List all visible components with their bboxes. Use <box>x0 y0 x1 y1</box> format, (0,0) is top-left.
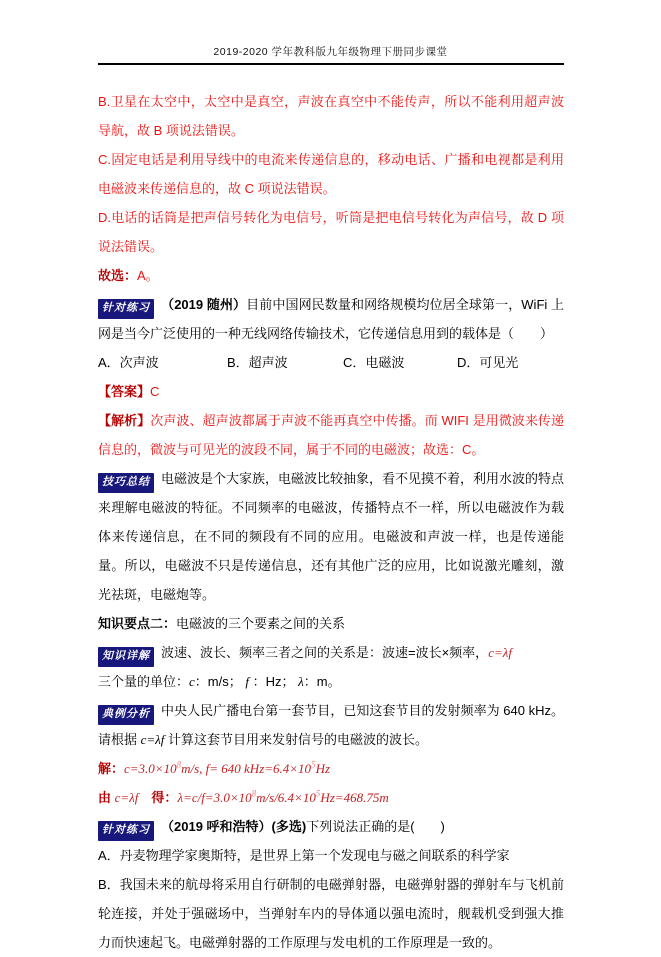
solution1-expression <box>124 761 330 776</box>
practice-badge: 针对练习 <box>98 299 154 319</box>
sol1-exponent2: 5 <box>311 759 316 770</box>
sol2-exponent2: 5 <box>315 788 321 799</box>
sol1-exponent1: 8 <box>176 759 182 770</box>
detail-badge: 知识详解 <box>98 647 154 667</box>
option-d: D．可见光 <box>457 355 519 370</box>
keypoint2-title-bold: 知识要点二： <box>98 616 177 631</box>
answer-value: C <box>150 384 160 399</box>
unit-lambda-value: ：m。 <box>303 674 341 689</box>
practice2-badge: 针对练习 <box>98 821 154 841</box>
analysis-option-b: B.卫星在太空中，太空中是真空，声波在真空中不能传声，所以不能利用超声波导航，故 B 项说法错误。 <box>98 94 564 138</box>
detail-paragraph <box>98 638 564 667</box>
sol1-part2: m/s, f= 640 kHz=6.4×10 <box>181 761 312 776</box>
practice1-answer <box>98 377 564 406</box>
conclusion-value: A。 <box>137 268 159 283</box>
answer-label: 【答案】 <box>98 384 151 399</box>
analysis-conclusion <box>98 261 564 290</box>
solution2-expression <box>177 790 388 805</box>
analysis-label: 【解析】 <box>98 413 151 428</box>
header-divider <box>98 63 564 65</box>
practice2-option-b: B．我国未来的航母将采用自行研制的电磁弹射器，电磁弹射器的弹射车与飞机前轮连接，并处于强磁场中，当弹射车内的导体通以强电流时，舰载机受到强大推力而快速起飞。电磁弹射器的工作原理与发电机的工作原理是一致的。 <box>98 877 564 950</box>
analysis-text: 次声波、超声波都属于声波不能再真空中传播。而 WIFI 是用微波来传递信息的，微波与可见光的波段不同，属于不同的电磁波；故选：C。 <box>98 413 564 457</box>
conclusion-label: 故选： <box>98 268 138 283</box>
example-badge: 典例分析 <box>98 705 154 725</box>
sol2-exponent1: 8 <box>251 788 257 799</box>
sol2-lead: 由 <box>98 790 115 805</box>
sol1-part1: c=3.0×10 <box>124 761 177 776</box>
unit-f-value: ：Hz； <box>248 674 299 689</box>
practice1-source: （2019 随州） <box>161 297 247 312</box>
unit-f-symbol: f <box>245 674 249 689</box>
sol2-mid: 得： <box>138 790 178 805</box>
example-text-after: 计算这套节目用来发射信号的电磁波的波长。 <box>164 732 429 747</box>
option-a: A．次声波 <box>98 355 159 370</box>
solution-label: 解： <box>98 761 125 776</box>
practice2-question <box>98 812 564 841</box>
example-text-before: 中央人民广播电台第一套节目，已知这套节目的发射频率为 640 kHz。请根据 <box>98 703 564 747</box>
sol2-part2: m/s/6.4×10 <box>256 790 316 805</box>
option-c: C．电磁波 <box>343 355 405 370</box>
practice2-option-a: A．丹麦物理学家奥斯特，是世界上第一个发现电与磁之间联系的科学家 <box>98 848 510 863</box>
sol2-formula: c=λf <box>114 790 139 805</box>
practice2-multi-tag: (多选) <box>271 819 307 834</box>
wave-speed-formula: c=λf <box>488 645 512 660</box>
page-header-title: 2019-2020 学年教科版九年级物理下册同步课堂 <box>213 46 448 58</box>
example-formula: c=λf <box>140 732 165 747</box>
example-paragraph <box>98 696 564 754</box>
practice1-options <box>98 348 564 377</box>
unit-c-symbol: c <box>189 674 195 689</box>
document-content <box>98 87 564 957</box>
analysis-option-c: C.固定电话是利用导线中的电流来传递信息的，移动电话、广播和电视都是利用电磁波来传递信息的，故 C 项说法错误。 <box>98 152 564 196</box>
keypoint2-title-rest: 电磁波的三个要素之间的关系 <box>176 616 346 631</box>
option-b: B．超声波 <box>227 355 288 370</box>
analysis-option-d: D.电话的话筒是把声信号转化为电信号，听筒是把电信号转化为声信号，故 D 项说法错误。 <box>98 210 564 254</box>
detail-text: 波速、波长、频率三者之间的关系是：波速=波长×频率， <box>161 645 489 660</box>
practice1-question <box>98 290 564 348</box>
solution-line-1 <box>98 754 564 783</box>
sol1-part3: Hz <box>315 761 331 776</box>
units-label: 三个量的单位： <box>98 674 190 689</box>
practice2-source: （2019 呼和浩特） <box>161 819 272 834</box>
tips-badge: 技巧总结 <box>98 473 154 493</box>
solution-line-2 <box>98 783 564 812</box>
tips-text: 电磁波是个大家族，电磁波比较抽象，看不见摸不着，利用水波的特点来理解电磁波的特征。不同频率的电磁波，传播特点不一样，所以电磁波作为载体来传递信息，在不同的频段有不同的应用。电磁波和声波一样，也是传递能量。所以，电磁波不只是传递信息，还有其他广泛的应用，比如说激光雕刻，激光祛斑，电磁炮等。 <box>98 471 565 602</box>
keypoint2-title <box>98 609 564 638</box>
unit-c-value: ：m/s； <box>194 674 246 689</box>
units-line <box>98 667 564 696</box>
tips-paragraph <box>98 464 564 609</box>
sol2-part1: λ=c/f=3.0×10 <box>177 790 252 805</box>
practice1-question-text: 目前中国网民数量和网络规模均位居全球第一，WiFi 上网是当今广泛使用的一种无线网络传输技术，它传递信息用到的载体是（ ） <box>98 297 564 341</box>
sol2-part3: Hz=468.75m <box>320 790 389 805</box>
unit-lambda-symbol: λ <box>298 674 304 689</box>
practice2-question-text: 下列说法正确的是( ) <box>306 819 445 834</box>
practice1-analysis <box>98 406 564 464</box>
